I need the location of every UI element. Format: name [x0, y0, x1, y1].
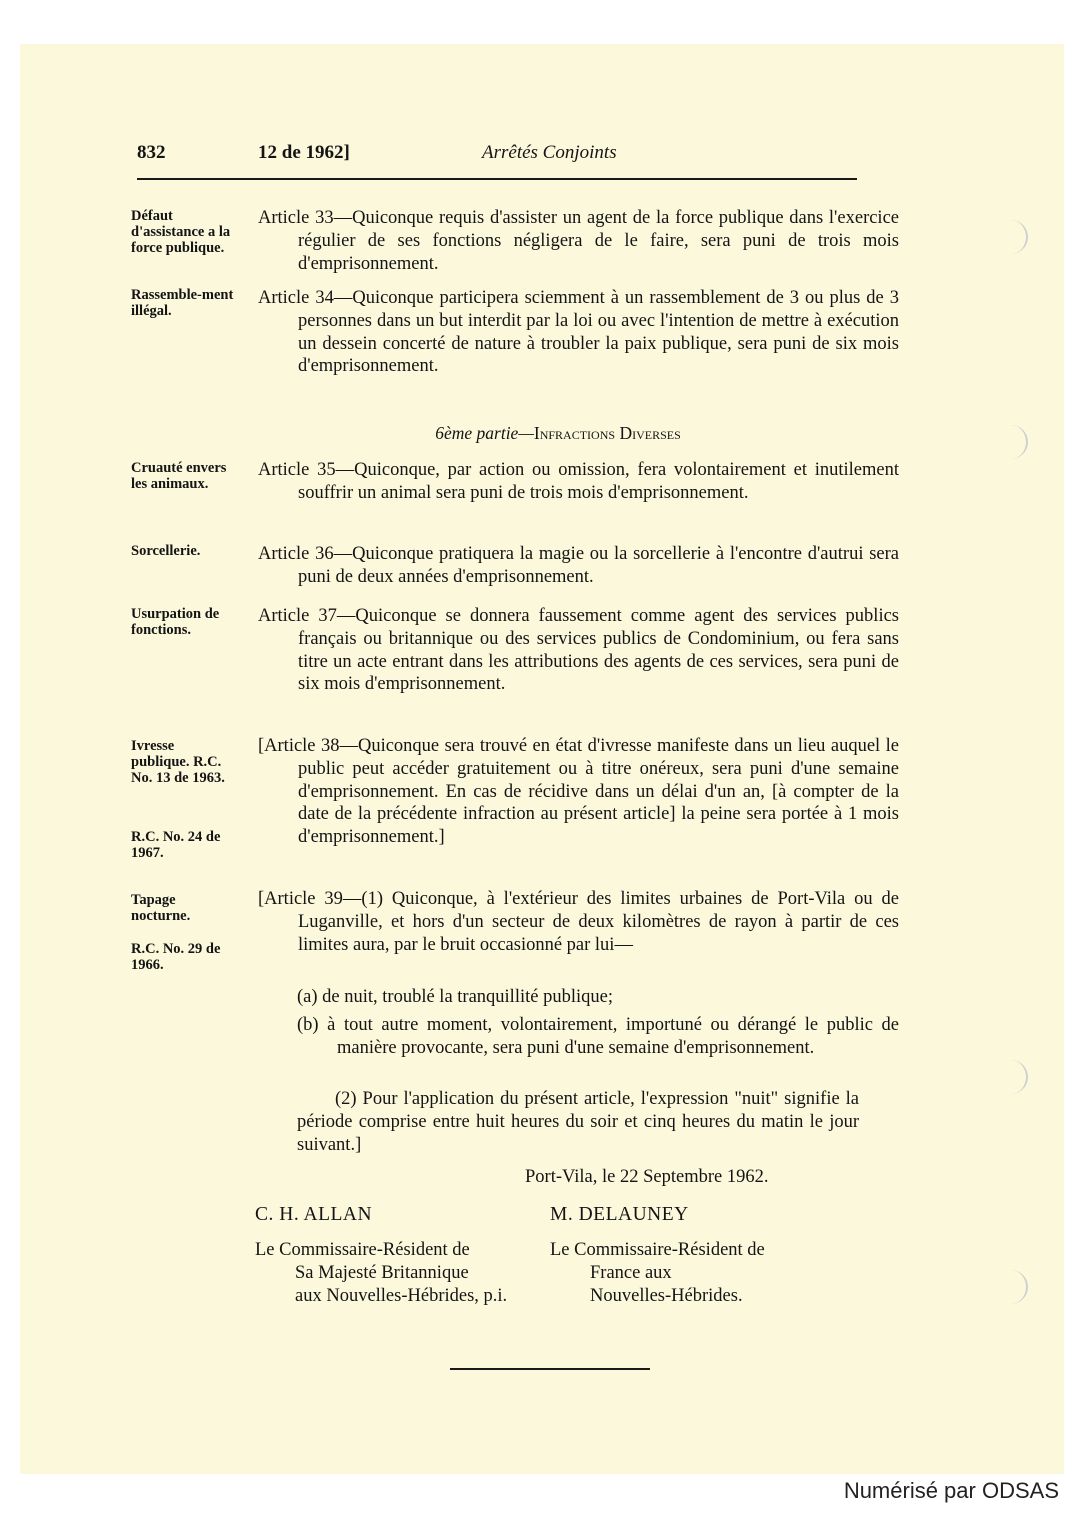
margin-note: Ivresse publique. R.C. No. 13 de 1963.: [131, 738, 225, 786]
article-37: Article 37—Quiconque se donnera faussement comme agent des services publics français ou britannique ou des services publics de Condominium, ou fera sans titre un acte entrant dans les attributions des agents de ces services, sera puni de six mois d'emprisonnement.: [258, 606, 899, 695]
title-line: Sa Majesté Britannique: [295, 1263, 469, 1283]
header-rule: [137, 178, 857, 180]
article-34: Article 34—Quiconque participera sciemment à un rassemblement de 3 ou plus de 3 personnes dans un but interdit par la loi ou avec l'intention de mettre à exécution un dessein concerté de nature à troubler la paix publique, sera puni de six mois d'emprisonnement.: [258, 288, 899, 377]
end-rule: [450, 1368, 650, 1370]
page-number: 832: [137, 142, 166, 163]
article-39-paragraph-2: (2) Pour l'application du présent article, l'expression "nuit" signifie la période comprise entre huit heures du soir et cinq heures du matin le jour suivant.]: [297, 1089, 859, 1155]
page-title: Arrêtés Conjoints: [482, 142, 617, 163]
law-reference: 12 de 1962]: [258, 142, 350, 163]
margin-note: Tapage nocturne.: [131, 892, 191, 924]
article-39-intro: [Article 39—(1) Quiconque, à l'extérieur des limites urbaines de Port-Vila ou de Luganville, et hors d'un secteur de deux kilomètres de rayon à partir de ces limites aura, par le bruit occasionné par lui—: [258, 889, 899, 955]
margin-note: Défaut d'assistance a la force publique.: [131, 208, 231, 256]
article-36: Article 36—Quiconque pratiquera la magie ou la sorcellerie à l'encontre d'autrui sera puni de deux années d'emprisonnement.: [258, 544, 899, 587]
margin-note: Rassemble-ment illégal.: [131, 287, 234, 319]
section-title: Infractions Diverses: [533, 423, 681, 443]
section-heading: [258, 423, 858, 444]
article-39-item-a: (a) de nuit, troublé la tranquillité publique;: [297, 987, 613, 1007]
signatory-left-title: [255, 1239, 507, 1308]
article-35: Article 35—Quiconque, par action ou omission, fera volontairement et inutilement souffrir un animal sera puni de trois mois d'emprisonnement.: [258, 460, 899, 503]
section-prefix: 6ème partie—: [435, 423, 534, 443]
margin-note: R.C. No. 24 de 1967.: [131, 829, 221, 861]
margin-note: Sorcellerie.: [131, 543, 201, 559]
title-line: aux Nouvelles-Hébrides, p.i.: [295, 1286, 508, 1306]
article-33: Article 33—Quiconque requis d'assister un agent de la force publique dans l'exercice régulier de ses fonctions négligera de le faire, sera puni de trois mois d'emprisonnement.: [258, 208, 899, 274]
margin-note: Usurpation de fonctions.: [131, 606, 220, 638]
margin-note: Cruauté envers les animaux.: [131, 460, 227, 492]
margin-note: R.C. No. 29 de 1966.: [131, 941, 221, 973]
signatory-left-name: C. H. ALLAN: [255, 1204, 373, 1225]
signatory-right-name: M. DELAUNEY: [550, 1204, 689, 1225]
place-date: Port-Vila, le 22 Septembre 1962.: [525, 1167, 769, 1187]
title-line: France aux: [590, 1263, 672, 1283]
signatory-right-title: [550, 1239, 765, 1308]
title-line: Le Commissaire-Résident de: [550, 1240, 765, 1260]
title-line: Le Commissaire-Résident de: [255, 1240, 470, 1260]
title-line: Nouvelles-Hébrides.: [590, 1286, 743, 1306]
article-39-item-b: (b) à tout autre moment, volontairement, importuné ou dérangé le public de manière provocante, sera puni d'une semaine d'emprisonnement.: [297, 1015, 899, 1058]
digitization-credit: Numérisé par ODSAS: [843, 1478, 1059, 1503]
article-38: [Article 38—Quiconque sera trouvé en état d'ivresse manifeste dans un lieu auquel le public peut accéder gratuitement ou à titre onéreux, sera puni d'une semaine d'emprisonnement. En cas de récidive dans un délai d'un an, [à compter de la date de la précédente infraction au présent article] la peine sera portée à 1 mois d'emprisonnement.]: [258, 736, 899, 848]
